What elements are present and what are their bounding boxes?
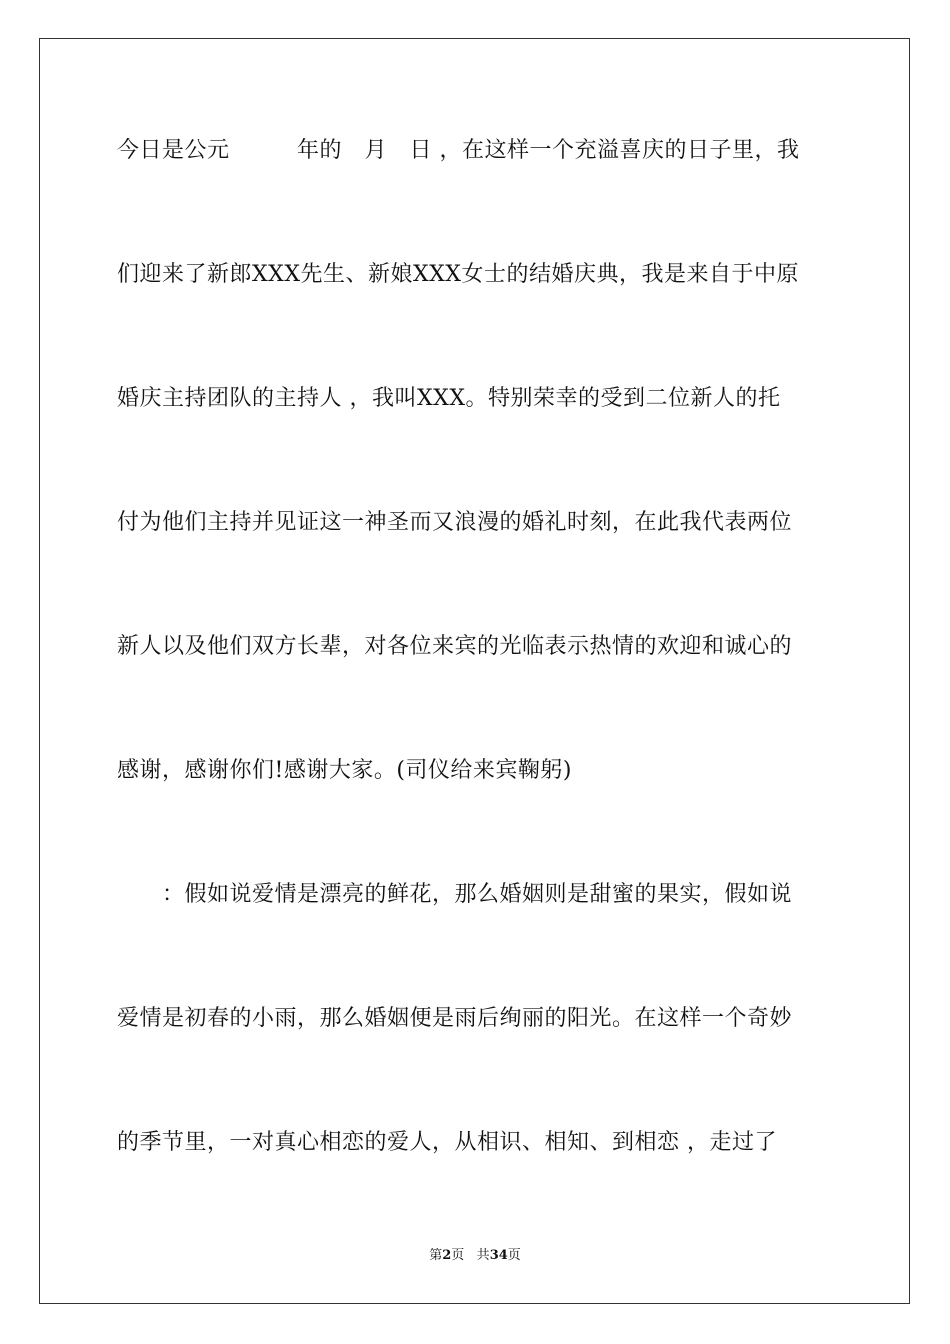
footer-total-pages: 34	[489, 1248, 508, 1263]
body-text-line: 感谢，感谢你们!感谢大家。(司仪给来宾鞠躬)	[117, 758, 573, 783]
body-text-line: 的季节里，一对真心相恋的爱人，从相识、相知、到相恋 ，走过了	[117, 1130, 777, 1155]
body-text-line: 婚庆主持团队的主持人 ，我叫XXX。特别荣幸的受到二位新人的托	[117, 386, 781, 411]
footer-page-suffix: 页	[451, 1248, 465, 1263]
body-text-line: 付为他们主持并见证这一神圣而又浪漫的婚礼时刻，在此我代表两位	[117, 510, 793, 535]
body-text-line: 新人以及他们双方长辈，对各位来宾的光临表示热情的欢迎和诚心的	[117, 634, 793, 659]
body-text-line: 爱情是初春的小雨，那么婚姻便是雨后绚丽的阳光。在这样一个奇妙	[117, 1006, 793, 1031]
footer-total-prefix: 共	[476, 1248, 490, 1263]
body-text-line: 今日是公元 年的 月 日 ，在这样一个充溢喜庆的日子里，我	[117, 138, 800, 163]
page-border	[39, 38, 910, 1304]
footer-page-number: 2	[442, 1248, 452, 1263]
body-text-line: 们迎来了新郎XXX先生、新娘XXX女士的结婚庆典，我是来自于中原	[117, 262, 799, 287]
page-footer	[0, 1247, 950, 1265]
footer-page-prefix: 第	[429, 1248, 443, 1263]
footer-total-suffix: 页	[507, 1248, 521, 1263]
body-text-line: ：假如说爱情是漂亮的鲜花，那么婚姻则是甜蜜的果实，假如说	[117, 882, 793, 907]
